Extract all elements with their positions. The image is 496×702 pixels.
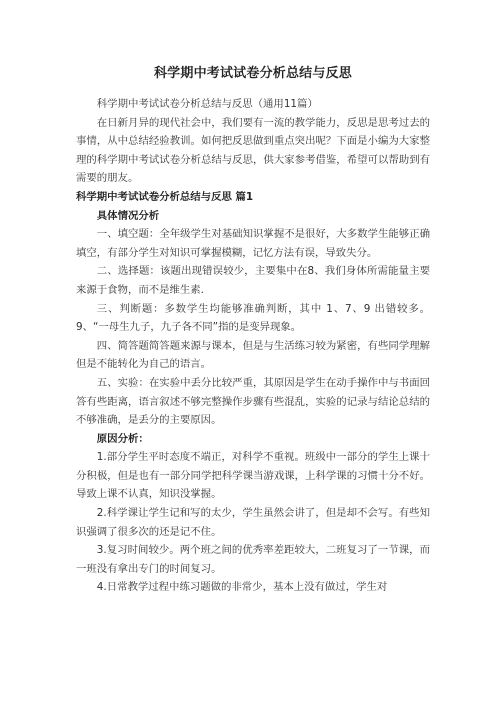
document-subtitle: 科学期中考试试卷分析总结与反思（通用11篇） (96, 98, 318, 110)
paragraph-judgement: 三、判断题：多数学生均能够准确判断，其中 1、7、9 出错较多。9、“一母生九子，九子各不同”指的是变异现象。 (76, 302, 430, 334)
paragraph-choice: 二、选择题：该题出现错误较少，主要集中在8、我们身体所需能量主要来源于食物，而不是维生素. (76, 265, 430, 296)
paragraph-reason-2: 2.科学课让学生记和写的太少，学生虽然会讲了，但是却不会写。有些知识强调了很多次的还是记不住。 (76, 507, 430, 538)
document-title: 科学期中考试试卷分析总结与反思 (153, 66, 352, 81)
paragraph-reason-1: 1.部分学生平时态度不端正，对科学不重视。班级中一部分的学生上课十分积极，但是也有一部分同学把科学课当游戏课，上科学课的习惯十分不好。导致上课不认真，知识没掌握。 (76, 451, 430, 501)
paragraph-reason-4: 4.日常教学过程中练习题做的非常少，基本上没有做过，学生对 (96, 581, 388, 594)
subsection-heading-reasons: 原因分析： (96, 432, 149, 445)
paragraph-experiment: 五、实验：在实验中丢分比较严重，其原因是学生在动手操作中与书面回答有些距离，语言叙述不够完整操作步骤有些混乱，实验的记录与结论总结的不够准确，是丢分的主要原因。 (76, 376, 430, 427)
paragraph-short-answer: 四、简答题简答题来源与课本，但是与生活练习较为紧密，有些同学理解但是不能转化为自己的语言。 (76, 339, 430, 371)
section-heading: 科学期中考试试卷分析总结与反思 篇1 (76, 190, 254, 203)
paragraph-reason-3: 3.复习时间较少。两个班之间的优秀率差距较大，二班复习了一节课，而一班没有拿出专门的时间复习。 (76, 544, 430, 575)
subsection-heading-situation: 具体情况分析 (96, 209, 160, 222)
paragraph-fill-in: 一、填空题：全年级学生对基础知识掌握不是很好，大多数学生能够正确填空，有部分学生对知识可掌握模糊，记忆方法有误，导致失分。 (76, 228, 430, 259)
intro-paragraph: 在日新月异的现代社会中，我们要有一流的教学能力，反思是思考过去的事情，从中总结经验教训。如何把反思做到重点突出呢？下面是小编为大家整理的科学期中考试试卷分析总结与反思，供大家参考借鉴，希望可以帮助到有需要的朋友。 (76, 116, 430, 185)
